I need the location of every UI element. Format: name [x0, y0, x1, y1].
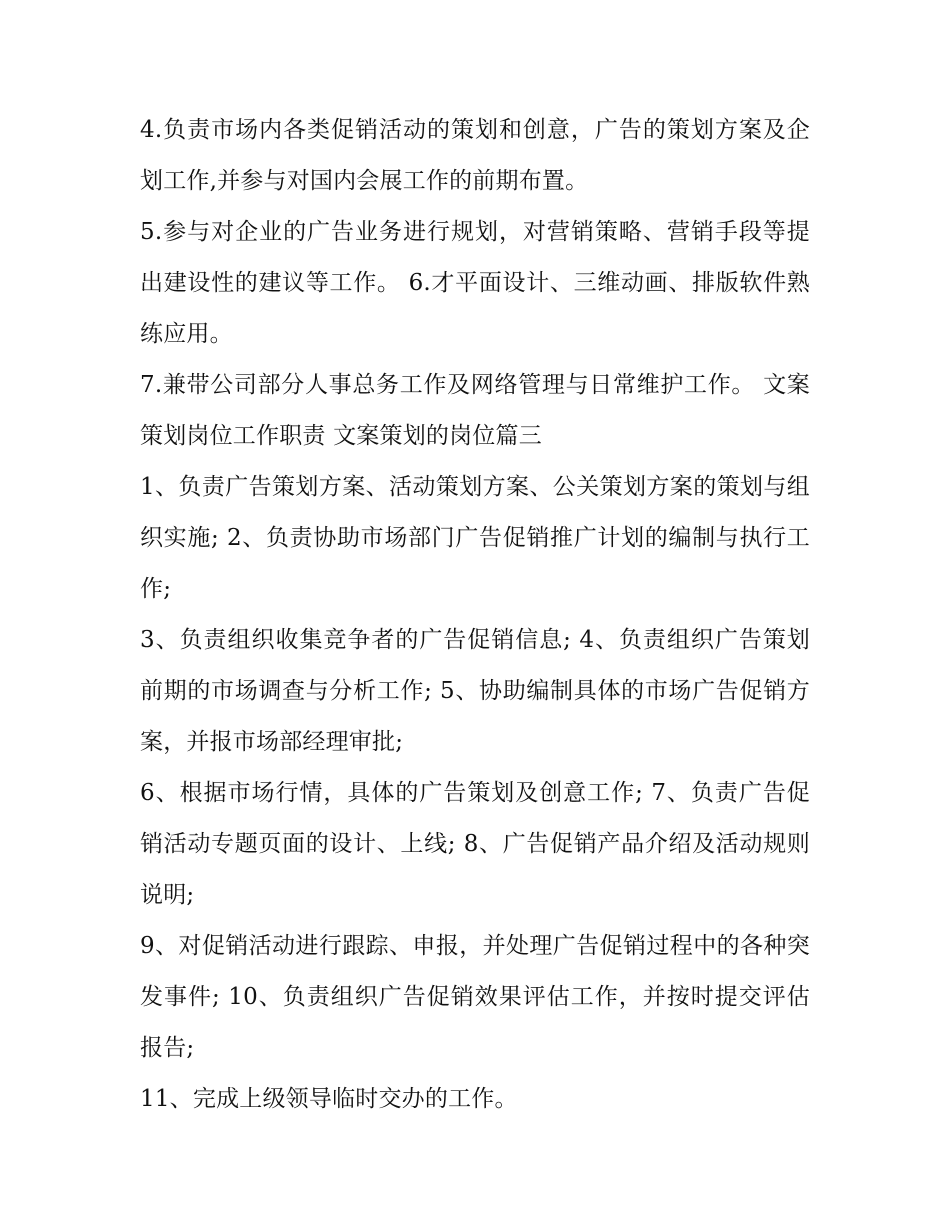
paragraph-duty-9-10: 9、对促销活动进行跟踪、申报，并处理广告促销过程中的各种突发事件; 10、负责组织广告促销效果评估工作，并按时提交评估报告;	[140, 933, 810, 1061]
paragraph-duty-11: 11、完成上级领导临时交办的工作。	[140, 1086, 518, 1112]
document-body	[140, 105, 810, 1125]
paragraph-duty-6-8: 6、根据市场行情，具体的广告策划及创意工作; 7、负责广告促销活动专题页面的设计、上线; 8、广告促销产品介绍及活动规则说明;	[140, 780, 810, 908]
paragraph-duty-5-6: 5.参与对企业的广告业务进行规划，对营销策略、营销手段等提出建设性的建议等工作。 6.才平面设计、三维动画、排版软件熟练应用。	[140, 219, 810, 347]
paragraph-duty-1-2: 1、负责广告策划方案、活动策划方案、公关策划方案的策划与组织实施; 2、负责协助市场部门广告促销推广计划的编制与执行工作;	[140, 474, 810, 602]
paragraph-duty-4: 4.负责市场内各类促销活动的策划和创意，广告的策划方案及企划工作,并参与对国内会展工作的前期布置。	[140, 117, 810, 194]
paragraph-duty-7-heading: 7.兼带公司部分人事总务工作及网络管理与日常维护工作。 文案策划岗位工作职责 文案策划的岗位篇三	[140, 372, 810, 449]
paragraph-duty-3-5: 3、负责组织收集竞争者的广告促销信息; 4、负责组织广告策划前期的市场调查与分析工作; 5、协助编制具体的市场广告促销方案，并报市场部经理审批;	[140, 627, 810, 755]
